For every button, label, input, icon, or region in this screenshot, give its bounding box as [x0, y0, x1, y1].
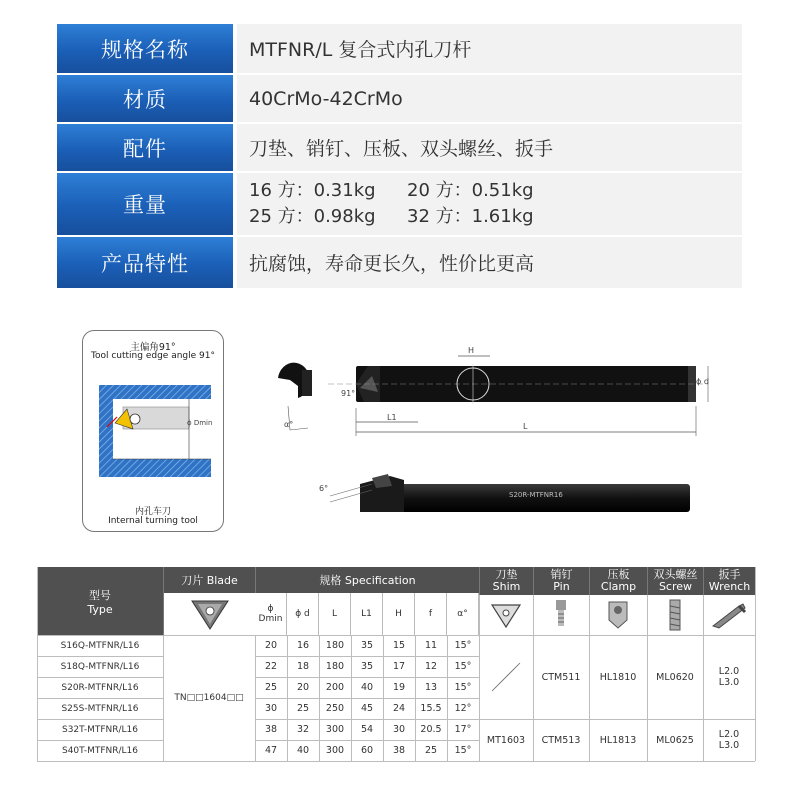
header-pin-cn: 销钉 [550, 568, 573, 581]
shim-none [479, 635, 533, 719]
weight-16: 16 方：0.31kg [249, 180, 376, 201]
spec-label: 规格名称 [57, 24, 233, 73]
header-screw [647, 567, 703, 595]
weight-25: 25 方：0.98kg [249, 206, 376, 227]
wrench-group2: L2.0 L3.0 [718, 729, 740, 751]
table-cell: 40 [360, 682, 374, 693]
table-cell: 300 [325, 724, 345, 735]
spec-label: 材质 [57, 75, 233, 122]
header-pin-en: Pin [553, 580, 570, 593]
shim-image [479, 595, 533, 635]
spec-value: 刀垫、销钉、压板、双头螺丝、扳手 [237, 124, 742, 171]
table-cell: 180 [325, 661, 345, 672]
weight-20: 20 方：0.51kg [407, 180, 534, 201]
pin-group1: CTM511 [541, 671, 581, 683]
screw-group1: ML0620 [656, 671, 694, 683]
table-cell: 20 [296, 682, 310, 693]
table-row-type: S25S-MTFNR/L16 [61, 703, 139, 714]
header-wrench-en: Wrench [708, 580, 751, 593]
header-wrench-cn: 扳手 [718, 568, 741, 581]
wrench-image [703, 595, 755, 635]
table-cell: 250 [325, 703, 345, 714]
angle-91-label: 91° [341, 389, 356, 398]
header-wrench [703, 567, 755, 595]
pin-icon [546, 598, 576, 632]
table-cell: 35 [360, 640, 374, 651]
header-clamp-cn: 压板 [607, 568, 630, 581]
screw-group2: ML0625 [656, 734, 694, 746]
spec-row-accessories [57, 124, 742, 171]
header-screw-en: Screw [658, 580, 693, 593]
sub-d: ϕ d [287, 593, 319, 635]
triangle-insert-icon [190, 597, 230, 631]
table-cell: 180 [325, 640, 345, 651]
table-cell: 20.5 [420, 724, 442, 735]
table-cell: 30 [392, 724, 406, 735]
table-cell: 45 [360, 703, 374, 714]
header-spec: 规格 Specification [255, 567, 479, 593]
shim-icon [490, 601, 522, 629]
table-cell: 17° [454, 724, 472, 735]
table-cell: 30 [264, 703, 278, 714]
table-cell: 47 [264, 745, 278, 756]
clamp-group2: HL1813 [599, 734, 637, 746]
table-cell: 40 [296, 745, 310, 756]
table-cell: 200 [325, 682, 345, 693]
table-row-type: S16Q-MTFNR/L16 [60, 640, 140, 651]
table-cell: 12 [424, 661, 438, 672]
clamp-icon [603, 598, 633, 632]
header-shim-cn: 刀垫 [495, 568, 518, 581]
d-label: ϕ d [696, 377, 709, 386]
table-cell: 11 [424, 640, 438, 651]
spec-row-material [57, 75, 742, 122]
angle-6-label: 6° [319, 484, 329, 493]
spec-row-features [57, 237, 742, 288]
table-cell: 38 [264, 724, 278, 735]
table-cell: 15° [454, 682, 472, 693]
boring-bar-photo [300, 470, 700, 520]
inset-caption-en: Internal turning tool [108, 516, 198, 526]
sub-h: H [383, 593, 415, 635]
workpiece-diagram-icon [99, 385, 211, 477]
header-model-cn: 型号 [89, 588, 111, 602]
bar-marking: S20R-MTFNR16 [509, 491, 563, 499]
table-cell: 54 [360, 724, 374, 735]
table-cell: 32 [296, 724, 310, 735]
header-shim [479, 567, 533, 595]
table-row-type: S40T-MTFNR/L16 [61, 745, 138, 756]
spec-value-weights [237, 173, 742, 235]
spec-table [37, 567, 755, 761]
h-label: H [468, 346, 475, 355]
table-cell: 35 [360, 661, 374, 672]
blade-value: TN□□1604□□ [174, 693, 244, 703]
spec-value: 抗腐蚀，寿命更长久，性价比更高 [237, 237, 742, 288]
dmin-label: ϕ Dmin [187, 419, 213, 427]
header-screw-cn: 双头螺丝 [653, 568, 698, 581]
weight-32: 32 方：1.61kg [407, 206, 534, 227]
table-cell: 25 [296, 703, 310, 714]
clamp-group1: HL1810 [599, 671, 637, 683]
l-label: L [523, 422, 528, 431]
spec-row-weight [57, 173, 742, 235]
sub-alpha: α° [447, 593, 479, 635]
table-cell: 22 [264, 661, 278, 672]
sub-l1: L1 [351, 593, 383, 635]
table-cell: 25 [264, 682, 278, 693]
l1-label: L1 [387, 413, 397, 422]
table-cell: 17 [392, 661, 406, 672]
alpha-label: α° [284, 420, 294, 429]
table-cell: 15.5 [420, 703, 442, 714]
pin-image [533, 595, 589, 635]
pin-group2: CTM513 [541, 734, 581, 746]
spec-label: 配件 [57, 124, 233, 171]
wrench-group1: L2.0 L3.0 [718, 666, 740, 688]
inset-title-en: Tool cutting edge angle 91° [91, 351, 215, 361]
table-cell: 15 [392, 640, 406, 651]
table-cell: 18 [296, 661, 310, 672]
table-row-type: S32T-MTFNR/L16 [61, 724, 138, 735]
clamp-image [589, 595, 647, 635]
header-pin [533, 567, 589, 595]
header-model [37, 567, 163, 635]
header-clamp [589, 567, 647, 595]
sub-l: L [319, 593, 351, 635]
shim-group2: MT1603 [486, 734, 526, 746]
table-cell: 13 [424, 682, 438, 693]
cutting-angle-inset [82, 330, 224, 532]
table-cell: 19 [392, 682, 406, 693]
table-row-type: S20R-MTFNR/L16 [61, 682, 139, 693]
table-cell: 16 [296, 640, 310, 651]
wrench-icon [709, 600, 749, 630]
spec-value: 40CrMo-42CrMo [237, 75, 742, 122]
spec-value: MTFNR/L 复合式内孔刀杆 [237, 24, 742, 73]
table-cell: 15° [454, 745, 472, 756]
inset-title-cn: 主偏角91° [130, 342, 176, 353]
slash-icon [486, 657, 526, 697]
table-cell: 20 [264, 640, 278, 651]
sub-dmin: ϕ Dmin [255, 593, 287, 635]
table-cell: 300 [325, 745, 345, 756]
spec-label: 产品特性 [57, 237, 233, 288]
header-clamp-en: Clamp [600, 580, 637, 593]
header-blade: 刀片 Blade [163, 567, 255, 593]
table-cell: 38 [392, 745, 406, 756]
table-row-type: S18Q-MTFNR/L16 [60, 661, 140, 672]
header-model-en: Type [87, 602, 113, 616]
spec-row-name [57, 24, 742, 73]
table-cell: 24 [392, 703, 406, 714]
inset-caption-cn: 内孔车刀 [134, 507, 171, 517]
sub-f: f [415, 593, 447, 635]
header-shim-en: Shim [492, 580, 521, 593]
screw-icon [663, 598, 687, 632]
table-cell: 25 [424, 745, 438, 756]
table-cell: 12° [454, 703, 472, 714]
screw-image [647, 595, 703, 635]
table-cell: 15° [454, 661, 472, 672]
blade-image [163, 593, 255, 635]
table-cell: 15° [454, 640, 472, 651]
spec-label: 重量 [57, 173, 233, 235]
boring-bar-drawing [268, 340, 728, 450]
table-cell: 60 [360, 745, 374, 756]
